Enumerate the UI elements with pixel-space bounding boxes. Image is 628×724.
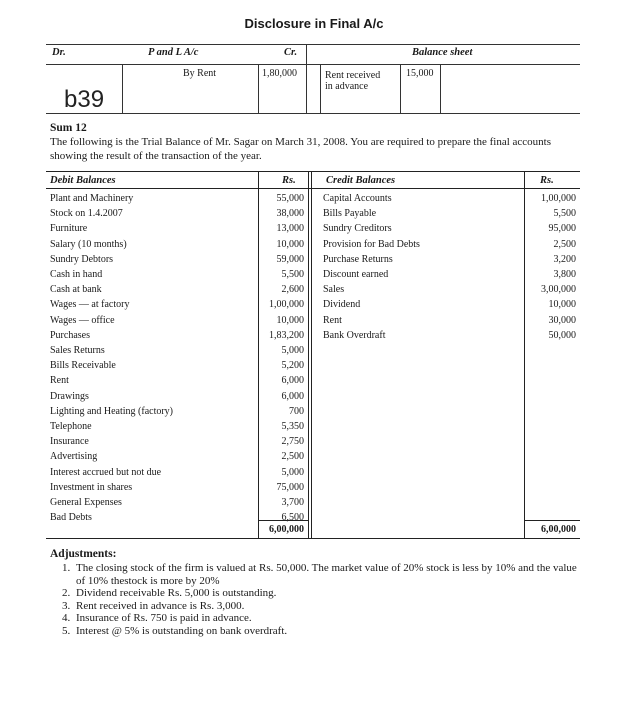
ledger-divider [306, 44, 307, 113]
debit-row-label: Purchases [50, 329, 90, 341]
debit-row-label: Salary (10 months) [50, 238, 127, 250]
credit-row-amount: 5,500 [553, 208, 576, 220]
credit-row-amount: 50,000 [548, 329, 576, 341]
credit-header: Credit Balances [326, 175, 396, 186]
table-divider [311, 171, 312, 539]
debit-row-label: Cash at bank [50, 284, 102, 296]
trial-balance-table [46, 171, 580, 539]
credit-row-label: Purchase Returns [323, 253, 393, 265]
debit-row-amount: 3,700 [281, 497, 304, 508]
sum-intro: The following is the Trial Balance of Mr. Sagar on March 31, 2008. You are required to prepare the final accounts showing the result of the transaction of the year. [50, 136, 551, 162]
debit-row-amount: 5,200 [281, 360, 304, 372]
debit-rs-header: Rs. [282, 175, 296, 186]
debit-row-label: Furniture [50, 223, 88, 235]
debit-row-amount: 5,350 [281, 421, 304, 432]
debit-row-amount: 5,500 [281, 269, 304, 280]
adjustment-item [62, 562, 582, 587]
ledger-pl-label: P and L A/c [148, 47, 199, 58]
debit-total-rule [258, 520, 308, 521]
debit-row-label: Wages — at factory [50, 299, 130, 311]
debit-row-amount: 700 [289, 405, 304, 417]
debit-row-amount: 2,500 [281, 451, 304, 463]
debit-row-amount: 10,000 [276, 314, 304, 326]
adjustments-title: Adjustments: [50, 548, 117, 560]
credit-row-label: Provision for Bad Debts [323, 238, 420, 250]
ledger-bottom-rule [46, 113, 580, 114]
ledger-divider [400, 64, 401, 113]
debit-row-label: Sundry Debtors [50, 253, 114, 265]
adjustment-text: The closing stock of the firm is valued at Rs. 50,000. The market value of 20% stock is less by 10% and the value of 10% thestock is more by 20% [76, 562, 577, 587]
debit-row-label: Advertising [50, 451, 98, 463]
adjustment-text: Interest @ 5% is outstanding on bank overdraft. [76, 624, 288, 637]
ledger-divider [258, 64, 259, 113]
adjustment-number: 3. [62, 599, 71, 612]
debit-header: Debit Balances [50, 175, 116, 186]
debit-row-label: Insurance [50, 436, 89, 448]
debit-row-label: Investment in shares [50, 481, 133, 493]
debit-row-label: General Expenses [50, 497, 122, 508]
adjustments-list [62, 562, 582, 637]
debit-row-label: Sales Returns [50, 345, 105, 356]
debit-row-label: Interest accrued but not due [50, 466, 162, 478]
credit-row-amount: 2,500 [553, 238, 576, 250]
debit-row-label: Cash in hand [50, 269, 103, 280]
credit-row-amount: 10,000 [548, 299, 576, 311]
debit-row-amount: 55,000 [276, 193, 304, 204]
debit-row-amount: 2,600 [281, 284, 304, 296]
debit-row-label: Telephone [50, 421, 92, 432]
ledger-rent-received-line1: Rent received [325, 70, 381, 81]
adjustment-item [62, 587, 582, 600]
debit-total: 6,00,000 [269, 524, 304, 535]
adjustment-item [62, 600, 582, 613]
adjustment-number: 5. [62, 624, 71, 637]
adjustment-text: Rent received in advance is Rs. 3,000. [76, 599, 245, 612]
credit-row-label: Bank Overdraft [323, 329, 386, 341]
credit-row-label: Sundry Creditors [323, 223, 392, 235]
debit-row-label: Lighting and Heating (factory) [50, 405, 174, 417]
debit-row-amount: 5,000 [281, 466, 304, 478]
debit-row-amount: 59,000 [276, 253, 304, 265]
credit-rs-header: Rs. [540, 175, 554, 186]
table-top-rule [46, 171, 580, 172]
debit-row-amount: 13,000 [276, 223, 304, 235]
credit-row-amount: 1,00,000 [541, 193, 576, 204]
ledger-by-rent-amount: 1,80,000 [262, 68, 297, 79]
ledger-top-rule [46, 44, 580, 45]
debit-row-label: Rent [50, 375, 69, 387]
ledger-rent-received-amount: 15,000 [406, 68, 434, 79]
ledger-bs-label: Balance sheet [412, 47, 473, 58]
debit-row-amount: 6,500 [281, 512, 304, 524]
credit-row-label: Discount earned [323, 269, 389, 280]
debit-row-amount: 75,000 [276, 481, 304, 493]
credit-row-amount: 3,200 [553, 253, 576, 265]
credit-row-label: Dividend [323, 299, 361, 311]
credit-row-label: Rent [323, 314, 342, 326]
debit-row-amount: 2,750 [281, 436, 304, 448]
adjustment-number: 2. [62, 587, 71, 599]
debit-row-label: Wages — office [50, 314, 115, 326]
table-bottom-rule [46, 538, 580, 539]
debit-row-label: Drawings [50, 390, 89, 402]
debit-row-label: Bad Debts [50, 512, 92, 524]
sum-title: Sum 12 [50, 122, 87, 134]
debit-row-amount: 6,000 [281, 390, 304, 402]
table-head-rule [46, 188, 580, 189]
adjustment-number: 4. [62, 612, 71, 624]
adjustment-item [62, 625, 582, 638]
adjustment-item [62, 612, 582, 625]
credit-row-amount: 30,000 [548, 314, 576, 326]
ledger-cr-label: Cr. [284, 47, 298, 58]
credit-row-amount: 3,800 [553, 269, 576, 280]
debit-row-label: Stock on 1.4.2007 [50, 208, 123, 220]
ledger-dr-label: Dr. [52, 47, 66, 58]
page-title: Disclosure in Final A/c [244, 16, 384, 31]
debit-row-amount: 1,00,000 [269, 299, 304, 311]
debit-row-amount: 6,000 [281, 375, 304, 387]
credit-row-label: Sales [323, 284, 345, 296]
debit-row-label: Plant and Machinery [50, 193, 134, 204]
credit-row-amount: 95,000 [548, 223, 576, 235]
ledger-rent-received-line2: in advance [325, 81, 369, 92]
credit-total-rule [524, 520, 580, 521]
ledger-head-rule [46, 64, 580, 65]
credit-row-amount: 3,00,000 [541, 284, 576, 296]
ledger-divider [320, 64, 321, 113]
adjustment-text: Insurance of Rs. 750 is paid in advance. [76, 612, 252, 624]
table-divider [308, 171, 309, 539]
watermark-label: b39 [64, 86, 105, 113]
debit-row-amount: 38,000 [276, 208, 304, 220]
debit-row-amount: 10,000 [276, 238, 304, 250]
debit-row-label: Bills Receivable [50, 360, 116, 372]
adjustment-text: Dividend receivable Rs. 5,000 is outstanding. [76, 587, 277, 599]
debit-row-amount: 1,83,200 [269, 329, 304, 341]
debit-row-amount: 5,000 [281, 345, 304, 356]
ledger-by-rent: By Rent [183, 68, 217, 79]
credit-row-label: Capital Accounts [323, 193, 392, 204]
ledger-divider [440, 64, 441, 113]
credit-row-label: Bills Payable [323, 208, 377, 220]
ledger-divider [122, 64, 123, 113]
credit-total: 6,00,000 [541, 524, 576, 535]
adjustment-number: 1. [62, 562, 71, 574]
